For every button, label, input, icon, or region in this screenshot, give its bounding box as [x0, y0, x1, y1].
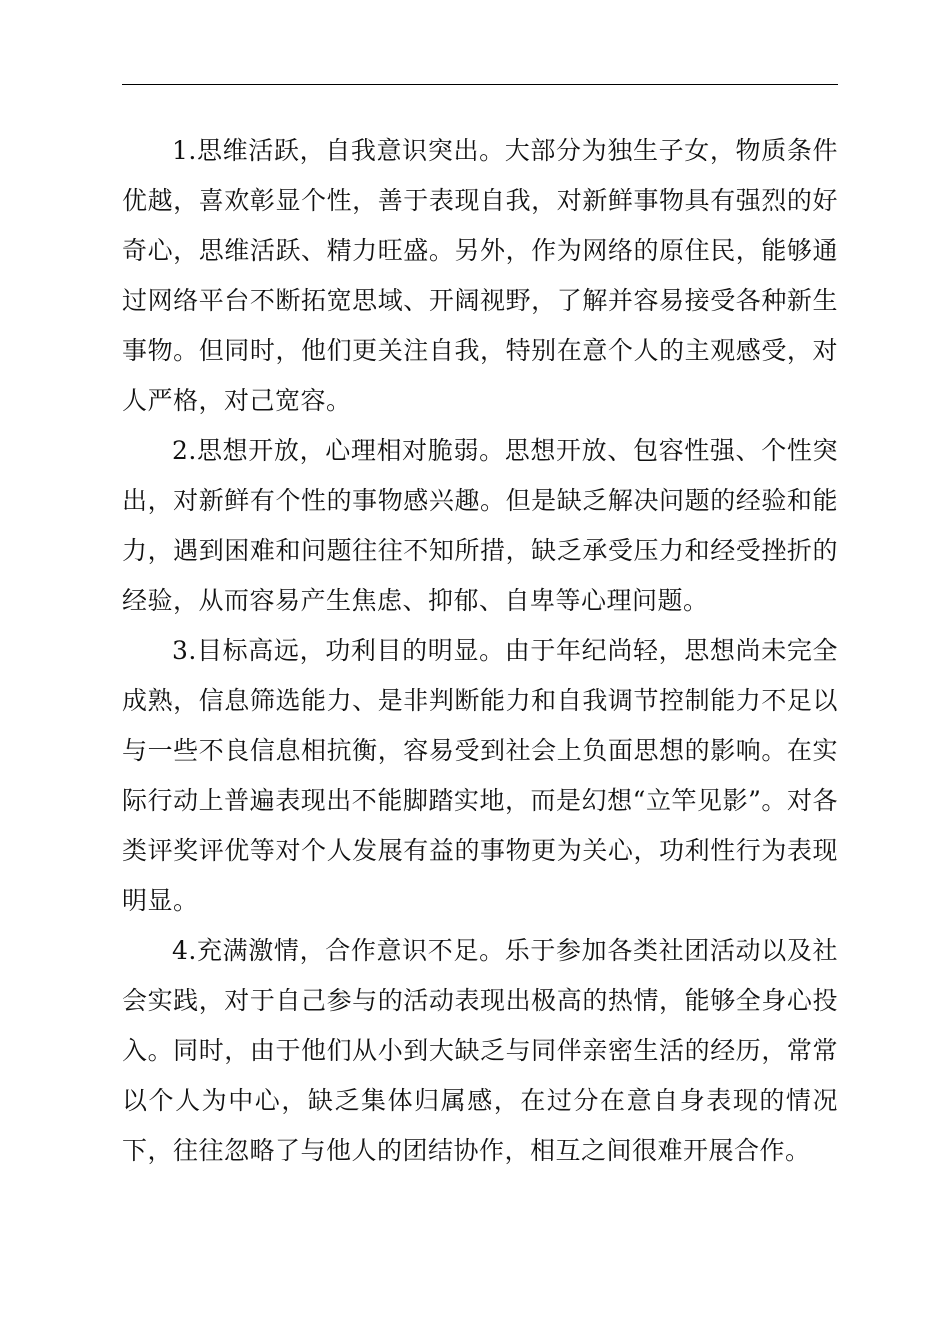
paragraph-3: 3.目标高远，功利目的明显。由于年纪尚轻，思想尚未完全成熟，信息筛选能力、是非判断能力和自我调节控制能力不足以与一些不良信息相抗衡，容易受到社会上负面思想的影响。在实际行动上普遍表现出不能脚踏实地，而是幻想“立竿见影”。对各类评奖评优等对个人发展有益的事物更为关心，功利性行为表现明显。	[122, 636, 838, 915]
paragraph-2: 2.思想开放，心理相对脆弱。思想开放、包容性强、个性突出，对新鲜有个性的事物感兴趣。但是缺乏解决问题的经验和能力，遇到困难和问题往往不知所措，缺乏承受压力和经受挫折的经验，从而容易产生焦虑、抑郁、自卑等心理问题。	[122, 436, 838, 615]
paragraph-4: 4.充满激情，合作意识不足。乐于参加各类社团活动以及社会实践，对于自己参与的活动表现出极高的热情，能够全身心投入。同时，由于他们从小到大缺乏与同伴亲密生活的经历，常常以个人为中心，缺乏集体归属感，在过分在意自身表现的情况下，往往忽略了与他人的团结协作，相互之间很难开展合作。	[122, 936, 838, 1165]
header-rule	[122, 84, 838, 85]
paragraph-1: 1.思维活跃，自我意识突出。大部分为独生子女，物质条件优越，喜欢彰显个性，善于表现自我，对新鲜事物具有强烈的好奇心，思维活跃、精力旺盛。另外，作为网络的原住民，能够通过网络平台不断拓宽思域、开阔视野，了解并容易接受各种新生事物。但同时，他们更关注自我，特别在意个人的主观感受，对人严格，对己宽容。	[122, 136, 838, 415]
document-body	[122, 126, 838, 1176]
